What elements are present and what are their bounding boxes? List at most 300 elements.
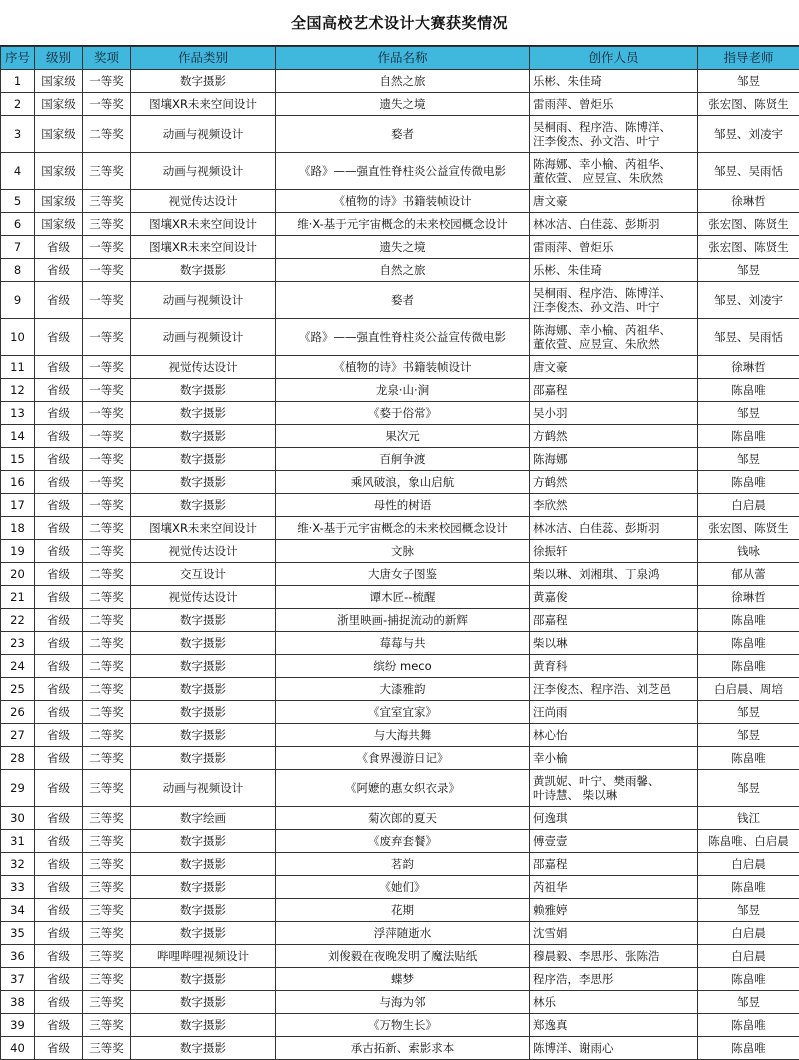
table-row <box>1 678 799 701</box>
table-row <box>1 213 799 236</box>
cell-work: 大漆雅韵 <box>276 678 530 701</box>
cell-level: 省级 <box>35 968 83 991</box>
cell-no: 24 <box>1 655 35 678</box>
cell-category: 数字摄影 <box>131 747 276 770</box>
cell-no: 1 <box>1 70 35 93</box>
cell-mentor: 邹昱、吴雨恬 <box>698 153 799 190</box>
cell-level: 国家级 <box>35 153 83 190</box>
cell-work: 自然之旅 <box>276 70 530 93</box>
cell-work: 《路》——强直性脊柱炎公益宣传微电影 <box>276 153 530 190</box>
cell-mentor: 陈畠唯 <box>698 609 799 632</box>
table-row <box>1 70 799 93</box>
cell-mentor: 郁从蕾 <box>698 563 799 586</box>
cell-mentor: 邹昱 <box>698 70 799 93</box>
cell-no: 29 <box>1 770 35 807</box>
table-row <box>1 853 799 876</box>
cell-award: 三等奖 <box>83 153 131 190</box>
cell-award: 二等奖 <box>83 563 131 586</box>
cell-work: 浮萍随逝水 <box>276 922 530 945</box>
cell-mentor: 张宏图、陈贤生 <box>698 236 799 259</box>
cell-work: 与大海共舞 <box>276 724 530 747</box>
cell-award: 二等奖 <box>83 609 131 632</box>
cell-work: 果次元 <box>276 425 530 448</box>
cell-category: 数字摄影 <box>131 701 276 724</box>
cell-no: 31 <box>1 830 35 853</box>
table-row <box>1 236 799 259</box>
cell-category: 视觉传达设计 <box>131 586 276 609</box>
cell-mentor: 张宏图、陈贤生 <box>698 93 799 116</box>
cell-mentor: 陈畠唯 <box>698 655 799 678</box>
table-row <box>1 402 799 425</box>
cell-creators: 陈海娜 <box>530 448 698 471</box>
cell-award: 三等奖 <box>83 190 131 213</box>
cell-creators: 黄凯妮、叶宁、樊雨馨、 叶诗慧、 柴以琳 <box>530 770 698 807</box>
cell-creators: 吴桐雨、程序浩、陈博洋、 汪李俊杰、孙文浩、叶宁 <box>530 282 698 319</box>
cell-mentor: 钱江 <box>698 807 799 830</box>
cell-work: 刘俊毅在夜晚发明了魔法贴纸 <box>276 945 530 968</box>
cell-no: 27 <box>1 724 35 747</box>
table-row <box>1 425 799 448</box>
cell-no: 20 <box>1 563 35 586</box>
cell-category: 图壤XR未来空间设计 <box>131 213 276 236</box>
cell-category: 数字摄影 <box>131 425 276 448</box>
cell-work: 《食界漫游日记》 <box>276 747 530 770</box>
cell-creators: 程序浩，李思彤 <box>530 968 698 991</box>
cell-work: 文脉 <box>276 540 530 563</box>
table-row <box>1 945 799 968</box>
cell-award: 一等奖 <box>83 494 131 517</box>
cell-mentor: 白启晨 <box>698 853 799 876</box>
cell-level: 省级 <box>35 747 83 770</box>
cell-no: 3 <box>1 116 35 153</box>
cell-award: 二等奖 <box>83 116 131 153</box>
cell-work: 大唐女子图鉴 <box>276 563 530 586</box>
cell-no: 28 <box>1 747 35 770</box>
cell-category: 数字摄影 <box>131 922 276 945</box>
cell-mentor: 徐琳哲 <box>698 586 799 609</box>
cell-no: 36 <box>1 945 35 968</box>
cell-category: 动画与视频设计 <box>131 116 276 153</box>
cell-category: 图壤XR未来空间设计 <box>131 236 276 259</box>
cell-no: 26 <box>1 701 35 724</box>
cell-level: 省级 <box>35 379 83 402</box>
cell-creators: 黄育科 <box>530 655 698 678</box>
cell-level: 国家级 <box>35 190 83 213</box>
cell-creators: 吴小羽 <box>530 402 698 425</box>
cell-work: 《万物生长》 <box>276 1014 530 1037</box>
cell-no: 2 <box>1 93 35 116</box>
cell-level: 省级 <box>35 540 83 563</box>
cell-category: 数字摄影 <box>131 655 276 678</box>
cell-mentor: 钱咏 <box>698 540 799 563</box>
cell-creators: 雷雨萍、曾炬乐 <box>530 236 698 259</box>
cell-creators: 汪尚雨 <box>530 701 698 724</box>
table-row <box>1 991 799 1014</box>
header-level: 级别 <box>35 47 83 70</box>
cell-no: 22 <box>1 609 35 632</box>
cell-creators: 穆晨毅、李思彤、张陈浩 <box>530 945 698 968</box>
cell-category: 数字摄影 <box>131 876 276 899</box>
cell-no: 16 <box>1 471 35 494</box>
cell-mentor: 陈畠唯 <box>698 876 799 899</box>
cell-creators: 芮祖华 <box>530 876 698 899</box>
cell-no: 13 <box>1 402 35 425</box>
cell-no: 40 <box>1 1037 35 1060</box>
table-row <box>1 379 799 402</box>
cell-level: 省级 <box>35 922 83 945</box>
cell-category: 数字摄影 <box>131 259 276 282</box>
table-row <box>1 770 799 807</box>
cell-level: 省级 <box>35 945 83 968</box>
cell-category: 动画与视频设计 <box>131 770 276 807</box>
cell-mentor: 白启晨 <box>698 922 799 945</box>
cell-award: 三等奖 <box>83 1014 131 1037</box>
cell-level: 省级 <box>35 448 83 471</box>
cell-work: 龙泉·山·涧 <box>276 379 530 402</box>
cell-creators: 乐彬、朱佳琦 <box>530 259 698 282</box>
cell-mentor: 邹昱 <box>698 701 799 724</box>
cell-award: 一等奖 <box>83 236 131 259</box>
cell-creators: 沈雪娟 <box>530 922 698 945</box>
cell-level: 省级 <box>35 1014 83 1037</box>
cell-category: 数字摄影 <box>131 1014 276 1037</box>
cell-mentor: 陈畠唯 <box>698 747 799 770</box>
cell-no: 6 <box>1 213 35 236</box>
cell-level: 省级 <box>35 853 83 876</box>
cell-no: 30 <box>1 807 35 830</box>
table-row <box>1 830 799 853</box>
cell-work: 蝶梦 <box>276 968 530 991</box>
cell-category: 数字摄影 <box>131 968 276 991</box>
cell-creators: 吴桐雨、程序浩、陈博洋、 汪李俊杰、孙文浩、叶宁 <box>530 116 698 153</box>
cell-category: 数字摄影 <box>131 448 276 471</box>
cell-work: 婺者 <box>276 116 530 153</box>
cell-award: 三等奖 <box>83 922 131 945</box>
cell-mentor: 陈畠唯 <box>698 632 799 655</box>
table-row <box>1 586 799 609</box>
cell-level: 省级 <box>35 494 83 517</box>
cell-level: 省级 <box>35 425 83 448</box>
header-row <box>1 47 799 70</box>
cell-award: 一等奖 <box>83 356 131 379</box>
sheet-title: 全国高校艺术设计大赛获奖情况 <box>0 0 799 46</box>
cell-award: 二等奖 <box>83 517 131 540</box>
cell-category: 数字摄影 <box>131 678 276 701</box>
cell-mentor: 邹昱、吴雨恬 <box>698 319 799 356</box>
cell-award: 一等奖 <box>83 282 131 319</box>
cell-mentor: 陈畠唯 <box>698 471 799 494</box>
cell-no: 14 <box>1 425 35 448</box>
cell-category: 数字摄影 <box>131 991 276 1014</box>
cell-category: 动画与视频设计 <box>131 319 276 356</box>
table-row <box>1 609 799 632</box>
cell-category: 数字摄影 <box>131 830 276 853</box>
cell-no: 33 <box>1 876 35 899</box>
table-row <box>1 632 799 655</box>
cell-level: 省级 <box>35 236 83 259</box>
cell-award: 二等奖 <box>83 724 131 747</box>
cell-mentor: 张宏图、陈贤生 <box>698 517 799 540</box>
table-row <box>1 116 799 153</box>
cell-category: 图壤XR未来空间设计 <box>131 517 276 540</box>
cell-work: 百舸争渡 <box>276 448 530 471</box>
cell-category: 数字摄影 <box>131 471 276 494</box>
cell-award: 二等奖 <box>83 655 131 678</box>
cell-level: 省级 <box>35 517 83 540</box>
cell-level: 省级 <box>35 770 83 807</box>
cell-mentor: 陈畠唯 <box>698 1037 799 1060</box>
cell-no: 7 <box>1 236 35 259</box>
cell-mentor: 陈畠唯 <box>698 1014 799 1037</box>
table-row <box>1 922 799 945</box>
cell-mentor: 陈畠唯、白启晨 <box>698 830 799 853</box>
cell-award: 二等奖 <box>83 540 131 563</box>
cell-level: 省级 <box>35 259 83 282</box>
cell-award: 一等奖 <box>83 319 131 356</box>
cell-award: 三等奖 <box>83 945 131 968</box>
cell-work: 遗失之境 <box>276 93 530 116</box>
cell-no: 9 <box>1 282 35 319</box>
cell-mentor: 陈畠唯 <box>698 379 799 402</box>
cell-work: 《植物的诗》书籍装帧设计 <box>276 356 530 379</box>
cell-level: 省级 <box>35 678 83 701</box>
cell-mentor: 邹昱 <box>698 724 799 747</box>
cell-category: 数字摄影 <box>131 494 276 517</box>
cell-level: 省级 <box>35 632 83 655</box>
cell-no: 10 <box>1 319 35 356</box>
cell-level: 省级 <box>35 899 83 922</box>
cell-level: 省级 <box>35 356 83 379</box>
cell-level: 省级 <box>35 586 83 609</box>
cell-work: 维·X-基于元宇宙概念的未来校园概念设计 <box>276 517 530 540</box>
cell-level: 省级 <box>35 807 83 830</box>
cell-work: 《阿嬷的惠女织衣录》 <box>276 770 530 807</box>
cell-category: 视觉传达设计 <box>131 540 276 563</box>
table-row <box>1 319 799 356</box>
cell-no: 5 <box>1 190 35 213</box>
cell-award: 三等奖 <box>83 876 131 899</box>
cell-award: 二等奖 <box>83 747 131 770</box>
cell-category: 动画与视频设计 <box>131 282 276 319</box>
cell-mentor: 徐琳哲 <box>698 356 799 379</box>
cell-work: 《宜室宜家》 <box>276 701 530 724</box>
cell-level: 省级 <box>35 563 83 586</box>
table-row <box>1 153 799 190</box>
table-row <box>1 701 799 724</box>
cell-level: 省级 <box>35 701 83 724</box>
cell-work: 花期 <box>276 899 530 922</box>
cell-mentor: 邹昱 <box>698 770 799 807</box>
cell-creators: 林心怡 <box>530 724 698 747</box>
cell-award: 三等奖 <box>83 968 131 991</box>
table-row <box>1 517 799 540</box>
table-row <box>1 747 799 770</box>
cell-creators: 雷雨萍、曾炬乐 <box>530 93 698 116</box>
cell-mentor: 陈畠唯 <box>698 425 799 448</box>
cell-work: 与海为邻 <box>276 991 530 1014</box>
cell-creators: 李欣然 <box>530 494 698 517</box>
table-body <box>1 70 799 1060</box>
cell-level: 省级 <box>35 471 83 494</box>
cell-work: 《婺于俗常》 <box>276 402 530 425</box>
cell-award: 一等奖 <box>83 70 131 93</box>
cell-category: 数字摄影 <box>131 609 276 632</box>
cell-no: 39 <box>1 1014 35 1037</box>
cell-mentor: 邹昱 <box>698 991 799 1014</box>
cell-level: 省级 <box>35 655 83 678</box>
cell-category: 数字摄影 <box>131 899 276 922</box>
cell-award: 三等奖 <box>83 991 131 1014</box>
cell-creators: 邵嘉程 <box>530 609 698 632</box>
cell-creators: 陈海娜、幸小榆、芮祖华、 董依萱、 应昱宣、朱欣然 <box>530 153 698 190</box>
table-row <box>1 655 799 678</box>
cell-no: 17 <box>1 494 35 517</box>
cell-work: 自然之旅 <box>276 259 530 282</box>
cell-no: 35 <box>1 922 35 945</box>
cell-work: 母性的树语 <box>276 494 530 517</box>
cell-level: 省级 <box>35 991 83 1014</box>
cell-level: 省级 <box>35 1037 83 1060</box>
table-row <box>1 356 799 379</box>
table-row <box>1 190 799 213</box>
cell-category: 视觉传达设计 <box>131 190 276 213</box>
cell-creators: 唐文豪 <box>530 356 698 379</box>
cell-creators: 徐振轩 <box>530 540 698 563</box>
cell-level: 省级 <box>35 319 83 356</box>
cell-work: 菊次郎的夏天 <box>276 807 530 830</box>
award-table <box>0 46 799 1060</box>
cell-no: 34 <box>1 899 35 922</box>
cell-work: 维·X-基于元宇宙概念的未来校园概念设计 <box>276 213 530 236</box>
cell-mentor: 邹昱 <box>698 899 799 922</box>
cell-award: 一等奖 <box>83 402 131 425</box>
cell-creators: 幸小榆 <box>530 747 698 770</box>
cell-award: 三等奖 <box>83 853 131 876</box>
cell-creators: 陈海娜、幸小榆、芮祖华、 董依萱、应昱宣、朱欣然 <box>530 319 698 356</box>
cell-mentor: 邹昱、刘凌宇 <box>698 282 799 319</box>
cell-creators: 何逸琪 <box>530 807 698 830</box>
header-mentor: 指导老师 <box>698 47 799 70</box>
cell-category: 数字摄影 <box>131 632 276 655</box>
table-row <box>1 563 799 586</box>
cell-level: 省级 <box>35 402 83 425</box>
cell-mentor: 白启晨、周培 <box>698 678 799 701</box>
table-row <box>1 259 799 282</box>
table-row <box>1 724 799 747</box>
cell-level: 省级 <box>35 609 83 632</box>
cell-creators: 汪李俊杰、程序浩、刘芝邑 <box>530 678 698 701</box>
cell-mentor: 邹昱 <box>698 402 799 425</box>
cell-level: 国家级 <box>35 93 83 116</box>
cell-no: 32 <box>1 853 35 876</box>
table-row <box>1 807 799 830</box>
cell-work: 莓莓与共 <box>276 632 530 655</box>
cell-creators: 赖雅婷 <box>530 899 698 922</box>
cell-work: 《路》——强直性脊柱炎公益宣传微电影 <box>276 319 530 356</box>
cell-creators: 邵嘉程 <box>530 853 698 876</box>
table-row <box>1 540 799 563</box>
cell-mentor: 邹昱 <box>698 259 799 282</box>
cell-award: 三等奖 <box>83 770 131 807</box>
cell-work: 《她们》 <box>276 876 530 899</box>
cell-work: 乘风破浪，象山启航 <box>276 471 530 494</box>
cell-creators: 林乐 <box>530 991 698 1014</box>
cell-category: 数字摄影 <box>131 853 276 876</box>
cell-no: 38 <box>1 991 35 1014</box>
cell-award: 二等奖 <box>83 701 131 724</box>
cell-work: 缤纷 meco <box>276 655 530 678</box>
cell-no: 37 <box>1 968 35 991</box>
cell-award: 二等奖 <box>83 586 131 609</box>
table-row <box>1 876 799 899</box>
cell-level: 国家级 <box>35 70 83 93</box>
cell-mentor: 陈畠唯 <box>698 968 799 991</box>
cell-category: 视觉传达设计 <box>131 356 276 379</box>
cell-award: 三等奖 <box>83 213 131 236</box>
cell-work: 茗韵 <box>276 853 530 876</box>
table-row <box>1 282 799 319</box>
cell-no: 8 <box>1 259 35 282</box>
cell-category: 数字摄影 <box>131 379 276 402</box>
cell-work: 婺者 <box>276 282 530 319</box>
table-row <box>1 471 799 494</box>
cell-no: 12 <box>1 379 35 402</box>
cell-category: 数字摄影 <box>131 402 276 425</box>
cell-creators: 柴以琳 <box>530 632 698 655</box>
header-creators: 创作人员 <box>530 47 698 70</box>
cell-level: 省级 <box>35 282 83 319</box>
table-row <box>1 448 799 471</box>
cell-mentor: 徐琳哲 <box>698 190 799 213</box>
cell-award: 一等奖 <box>83 425 131 448</box>
header-work: 作品名称 <box>276 47 530 70</box>
cell-award: 一等奖 <box>83 379 131 402</box>
cell-category: 数字摄影 <box>131 724 276 747</box>
table-row <box>1 1014 799 1037</box>
cell-award: 一等奖 <box>83 448 131 471</box>
cell-category: 数字绘画 <box>131 807 276 830</box>
cell-work: 谭木匠--梳醒 <box>276 586 530 609</box>
cell-award: 一等奖 <box>83 93 131 116</box>
cell-creators: 唐文豪 <box>530 190 698 213</box>
cell-category: 数字摄影 <box>131 1037 276 1060</box>
cell-work: 《植物的诗》书籍装帧设计 <box>276 190 530 213</box>
table-row <box>1 494 799 517</box>
cell-no: 23 <box>1 632 35 655</box>
cell-level: 国家级 <box>35 213 83 236</box>
cell-category: 数字摄影 <box>131 70 276 93</box>
cell-work: 《废弃套餐》 <box>276 830 530 853</box>
cell-no: 25 <box>1 678 35 701</box>
cell-level: 国家级 <box>35 116 83 153</box>
table-row <box>1 1037 799 1060</box>
cell-category: 图壤XR未来空间设计 <box>131 93 276 116</box>
header-category: 作品类别 <box>131 47 276 70</box>
cell-mentor: 邹昱、刘凌宇 <box>698 116 799 153</box>
cell-mentor: 白启晨 <box>698 945 799 968</box>
cell-creators: 乐彬、朱佳琦 <box>530 70 698 93</box>
cell-no: 11 <box>1 356 35 379</box>
cell-no: 19 <box>1 540 35 563</box>
cell-work: 遗失之境 <box>276 236 530 259</box>
cell-no: 18 <box>1 517 35 540</box>
cell-creators: 黄嘉俊 <box>530 586 698 609</box>
cell-creators: 柴以琳、刘湘琪、丁泉鸿 <box>530 563 698 586</box>
table-row <box>1 968 799 991</box>
cell-award: 三等奖 <box>83 1037 131 1060</box>
cell-award: 二等奖 <box>83 678 131 701</box>
cell-no: 4 <box>1 153 35 190</box>
